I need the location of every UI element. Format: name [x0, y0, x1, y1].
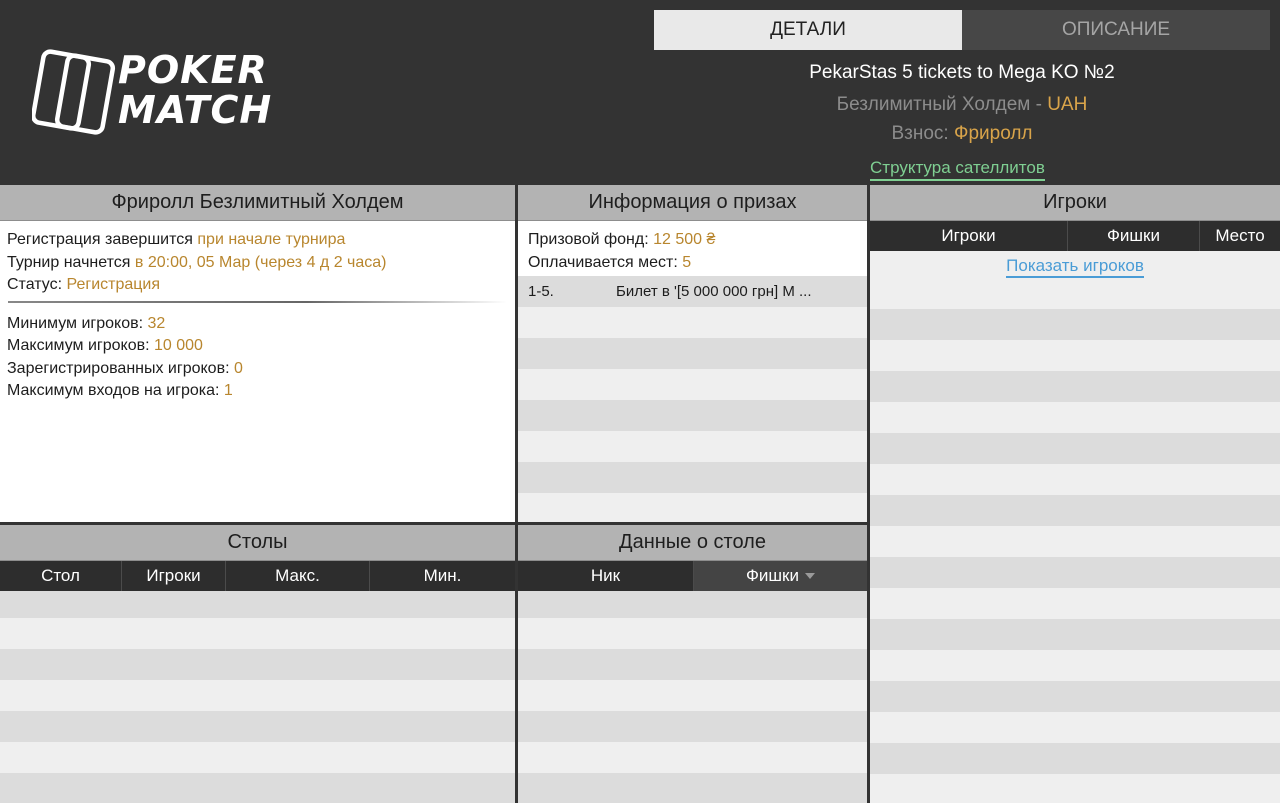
table-data-panel — [518, 525, 867, 803]
tables-header — [0, 561, 515, 591]
col-chips[interactable]: Фишки — [1068, 221, 1200, 251]
max-entries — [7, 380, 515, 403]
prize-places: 1-5. — [528, 283, 554, 300]
pokermatch-logo — [32, 44, 292, 140]
registration-ends — [7, 229, 515, 252]
prize-pool-value: 12 500 ₴ — [653, 231, 716, 248]
players-panel — [870, 185, 1280, 803]
prize-list[interactable] — [518, 276, 867, 522]
start-time-label: Турнир начнется — [7, 253, 131, 271]
tournament-name: PekarStas 5 tickets to Mega KO №2 — [809, 62, 1115, 83]
buyin-label: Взнос: — [891, 123, 954, 144]
players-header — [870, 221, 1280, 251]
game-type — [654, 94, 1270, 116]
col-table[interactable]: Стол — [0, 561, 122, 591]
logo-line1: POKER — [118, 48, 268, 92]
status — [7, 274, 515, 297]
status-value: Регистрация — [66, 276, 161, 293]
status-label: Статус: — [7, 276, 63, 293]
min-players-label: Минимум игроков: — [7, 314, 144, 332]
registration-ends-value: при начале турнира — [197, 231, 346, 248]
prize-pool — [528, 229, 867, 252]
tables-title: Столы — [0, 525, 515, 561]
tab-description[interactable]: ОПИСАНИЕ — [962, 10, 1270, 50]
col-chips-sort[interactable] — [694, 561, 867, 591]
satellite-structure-link[interactable]: Структура сателлитов — [870, 158, 1045, 181]
max-players-value: 10 000 — [154, 337, 203, 354]
show-players-link[interactable]: Показать игроков — [1006, 256, 1144, 278]
tournament-info-title: Фриролл Безлимитный Холдем — [0, 185, 515, 221]
col-nick[interactable]: Ник — [518, 561, 694, 591]
col-table-players[interactable]: Игроки — [122, 561, 226, 591]
paid-places — [528, 252, 867, 275]
max-players-label: Максимум игроков: — [7, 337, 150, 354]
buyin — [654, 123, 1270, 145]
start-time — [7, 252, 515, 275]
paid-places-value: 5 — [682, 253, 692, 271]
show-players-row — [870, 251, 1280, 282]
buyin-value: Фриролл — [954, 123, 1033, 144]
max-entries-label: Максимум входов на игрока: — [7, 382, 220, 399]
tournament-info-panel — [0, 185, 515, 522]
registration-ends-label: Регистрация завершится — [7, 231, 193, 248]
game-type-label: Безлимитный Холдем - — [836, 94, 1048, 115]
max-entries-value: 1 — [223, 382, 233, 399]
col-min[interactable]: Мин. — [423, 566, 462, 585]
min-players — [7, 313, 515, 336]
max-players — [7, 335, 515, 358]
divider — [8, 301, 507, 303]
registered-players-label: Зарегистрированных игроков: — [7, 359, 230, 377]
sort-down-icon — [805, 573, 815, 579]
min-players-value: 32 — [147, 314, 166, 332]
col-chips-label: Фишки — [746, 566, 799, 585]
prize-info-title: Информация о призах — [518, 185, 867, 221]
logo-line2: MATCH — [118, 88, 273, 132]
cards-icon — [32, 44, 116, 140]
header — [0, 0, 1280, 185]
col-players[interactable]: Игроки — [870, 221, 1068, 251]
table-data-header — [518, 561, 867, 591]
tables-panel — [0, 525, 515, 803]
col-place[interactable]: Место — [1215, 226, 1265, 245]
prize-row[interactable] — [518, 276, 867, 307]
paid-places-label: Оплачивается мест: — [528, 253, 678, 271]
currency: UAH — [1047, 94, 1088, 115]
prize-info-panel — [518, 185, 867, 522]
prize-pool-label: Призовой фонд: — [528, 231, 649, 248]
players-title: Игроки — [870, 185, 1280, 221]
col-max[interactable]: Макс. — [226, 561, 370, 591]
tab-bar — [654, 10, 1270, 50]
tab-details[interactable]: ДЕТАЛИ — [654, 10, 962, 50]
prize-description: Билет в '[5 000 000 грн] M ... — [616, 283, 812, 300]
registered-players-value: 0 — [233, 359, 243, 377]
start-time-value: в 20:00, 05 Мар (через 4 д 2 часа) — [134, 253, 387, 271]
registered-players — [7, 358, 515, 381]
table-data-title: Данные о столе — [518, 525, 867, 561]
